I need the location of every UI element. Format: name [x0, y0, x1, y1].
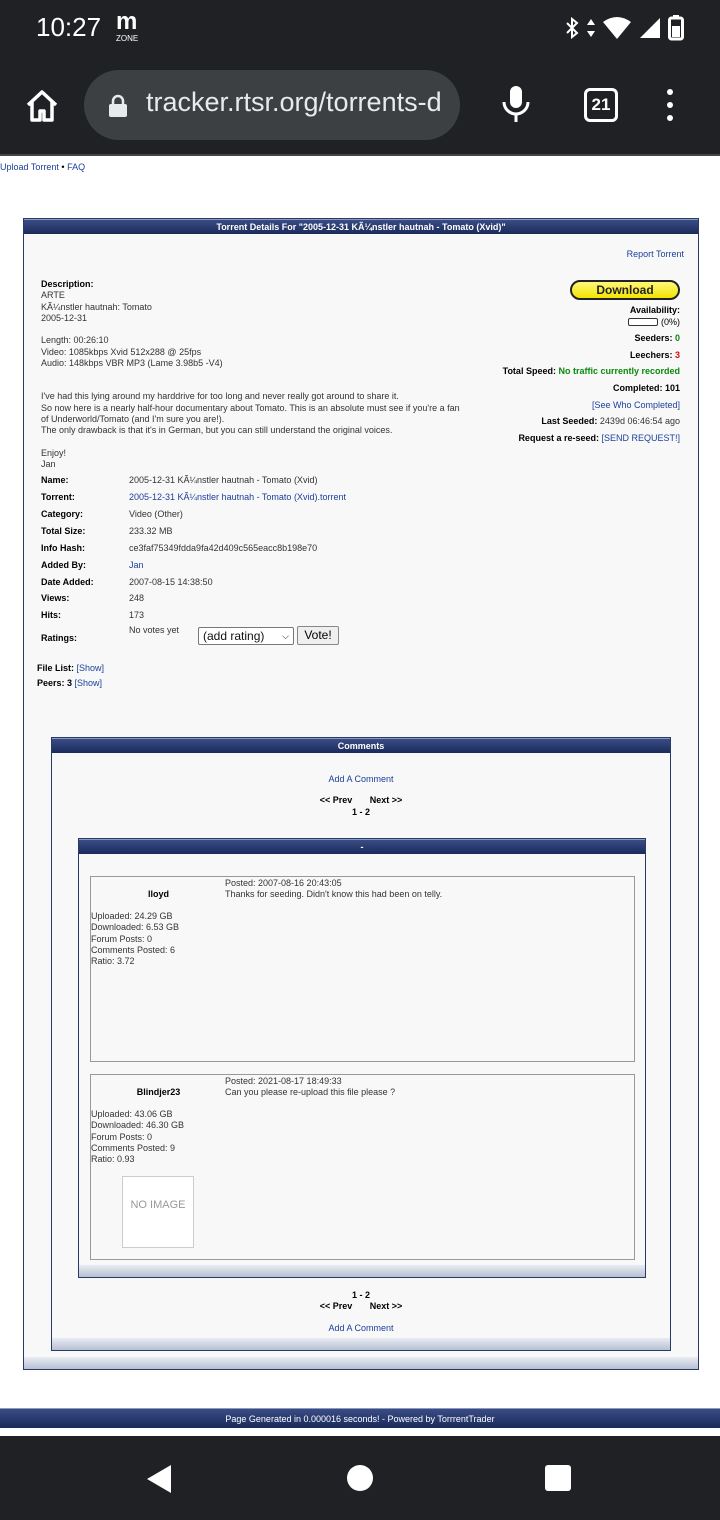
comment-body	[225, 1076, 395, 1099]
panel-footer-bar	[79, 1265, 645, 1277]
system-nav-bar	[0, 1436, 720, 1520]
address-bar[interactable]	[84, 70, 460, 140]
recents-button[interactable]	[545, 1465, 571, 1491]
description-line: Video: 1085kbps Xvid 512x288 @ 25fps	[41, 346, 202, 357]
rating-select[interactable]: (add rating) ⌵	[198, 627, 294, 645]
comment-body	[225, 878, 442, 901]
comments-nav-top	[52, 774, 670, 818]
completed-label: Completed:	[612, 382, 663, 393]
home-nav-button[interactable]	[347, 1465, 373, 1491]
comments-nav-bottom	[52, 1290, 670, 1334]
upload-torrent-link[interactable]: Upload Torrent	[0, 162, 59, 172]
panel-header: Torrent Details For "2005-12-31 KÃ¼nstler hautnah - Tomato (Xvid)"	[24, 219, 698, 234]
battery-icon	[668, 15, 684, 41]
seeders-count: 0	[674, 333, 680, 344]
description-line: of Underworld/Tomato (and I'm sure you are!).	[41, 413, 225, 424]
last-seeded-value: 2439d 06:46:54 ago	[599, 416, 680, 427]
data-arrows-icon	[586, 16, 596, 40]
comment-username[interactable]: Blindjer23	[136, 1087, 181, 1097]
comment-text: Thanks for seeding. Didn't know this had been on telly.	[225, 889, 443, 900]
description-line: The only drawback is that it's in German, but you can still understand the original voices.	[41, 425, 393, 436]
clock: 10:27	[36, 12, 102, 42]
availability-label: Availability:	[629, 305, 680, 315]
browser-toolbar	[0, 56, 720, 154]
signal-icon	[638, 16, 662, 40]
availability-value: (0%)	[660, 316, 680, 327]
description-line: Length: 00:26:10	[41, 335, 109, 346]
torrent-stats	[380, 305, 680, 449]
seeders-label: Seeders:	[634, 333, 673, 344]
lock-icon	[108, 94, 128, 118]
home-icon	[22, 86, 62, 126]
download-button[interactable]: Download	[570, 280, 680, 300]
vote-button[interactable]: Vote!	[297, 626, 339, 645]
description-line: ARTE	[41, 290, 65, 301]
file-list-label: File List:	[37, 663, 75, 673]
torrent-details-panel: Torrent Details For "2005-12-31 KÃ¼nstler hautnah - Tomato (Xvid)" Report Torrent Description: ARTE KÃ¼nstler hautnah: Tomato 2005-12-31 Length: 00:26:10 Video: 1085kbps Xvid 512x288 @ 25fps Audio: 148kbps VBR MP3 (Lame 3.98b5 -V4) I've had this lying around my harddrive for too long and never really got around to share it. So now here is a nearly half-hour documentary about Tomato. This is an absolute must see if you're a fan of Underworld/Tomato (and I'm sure you are!). The only drawback is that it's in German, but you can still understand the original voices. Enjoy! Jan Download Availability: (0%) Seeders: 0 Leechers: 3 Total Speed: No traffic currently recorded Completed: 101 [See Who Completed] Last Seeded: 2439d 06:46:54 ago Request a re-seed: [SEND REQUEST!] Name: 2005-12-31 KÃ¼nstler hautnah - Tomato (Xvid) Torrent: 2005-12-31 KÃ¼nstler hautnah - Tomato (Xvid).torrent Category: Video (Other) Total Size: 233.32 MB Info Hash: ce3faf75349fdda9fa42d409c565eacc8b198e70 Added By: Jan Date Added: 2007-08-15 14:38:50 Views: 248 Hits: 173 Ratings: No votes yet (add rating) ⌵ Vote! File List: [Show] Peers: 3 [Show] Comments Add A Comment << Prev Next >> 1 - 2 - lloyd Uploaded: 24.29 GB Downloaded: 6.53 GB Forum Posts: 0 Comments Posted: 6 Ratio: 3.72 Posted: 2007-08-16 20:43:05 Thanks for seeding. Didn't know this had been on telly. Blindjer23 Uploaded: 43.06 GB Downloaded: 46.30 GB Forum Posts: 0 Comments Posted: 9 Ratio: 0.93 Posted: 2021-08-17 18:49:33 Can you please re-upload this file please ? NO IMAGE 1 - 2 << Prev Next >> Add A Comment	[23, 218, 699, 1370]
see-who-completed-link[interactable]: [See Who Completed]	[591, 399, 680, 410]
page-footer: Page Generated in 0.000016 seconds! - Powered by TorrrentTrader	[0, 1408, 720, 1428]
comment-text: Can you please re-upload this file please ?	[225, 1087, 396, 1098]
report-torrent-link[interactable]: Report Torrent	[626, 249, 684, 259]
uploader-link[interactable]: Jan	[129, 560, 144, 570]
browser-menu-button[interactable]	[662, 86, 678, 126]
page-indicator: 1 - 2	[351, 806, 370, 817]
comment-date: Posted: 2021-08-17 18:49:33	[225, 1076, 342, 1086]
description-line: So now here is a nearly half-hour documentary about Tomato. This is an absolute must see if you're a fan	[41, 402, 460, 413]
next-page-link[interactable]: Next >>	[369, 1301, 403, 1312]
url-text: tracker.rtsr.org/torrents-d	[146, 87, 442, 117]
voice-search-button[interactable]	[500, 84, 532, 129]
comment-user-stats: Uploaded: 24.29 GB Downloaded: 6.53 GB Forum Posts: 0 Comments Posted: 6 Ratio: 3.72	[91, 911, 180, 967]
file-list-show-link[interactable]: [Show]	[76, 663, 105, 673]
comment-item	[90, 876, 635, 1062]
page-indicator: 1 - 2	[351, 1290, 370, 1300]
add-comment-link[interactable]: Add A Comment	[328, 1322, 394, 1333]
status-bar	[0, 0, 720, 56]
peers-show-link[interactable]: [Show]	[74, 678, 103, 688]
reseed-label: Request a re-seed:	[518, 432, 599, 443]
status-icons	[564, 14, 684, 42]
next-page-link[interactable]: Next >>	[369, 795, 403, 806]
description-line: Jan	[41, 459, 56, 470]
leechers-label: Leechers:	[629, 349, 673, 360]
description-line: KÃ¼nstler hautnah: Tomato	[41, 301, 152, 312]
comment-username[interactable]: lloyd	[147, 889, 169, 899]
comments-header: Comments	[52, 738, 670, 753]
last-seeded-label: Last Seeded:	[541, 416, 598, 427]
prev-page-link[interactable]: << Prev	[319, 1301, 353, 1312]
chevron-down-icon: ⌵	[282, 631, 289, 641]
description-heading: Description:	[41, 279, 94, 289]
bluetooth-icon	[564, 16, 580, 40]
top-links	[0, 162, 85, 172]
microphone-icon	[500, 84, 532, 124]
panel-footer-bar	[24, 1357, 698, 1369]
back-button[interactable]	[146, 1464, 172, 1494]
panel-footer-bar	[52, 1338, 670, 1350]
tab-switcher-button[interactable]: 21	[584, 88, 618, 122]
torrent-file-link[interactable]: 2005-12-31 KÃ¼nstler hautnah - Tomato (Xvid).torrent	[129, 492, 346, 502]
speed-value: No traffic currently recorded	[558, 366, 680, 377]
leechers-count: 3	[674, 349, 680, 360]
file-peers-section	[37, 663, 104, 689]
description-line: 2005-12-31	[41, 312, 88, 323]
comment-item	[90, 1074, 635, 1260]
wifi-icon	[602, 16, 632, 40]
comments-panel	[51, 737, 671, 1351]
comment-date: Posted: 2007-08-16 20:43:05	[225, 878, 342, 888]
availability-bar	[628, 318, 658, 326]
send-reseed-request-link[interactable]: [SEND REQUEST!]	[601, 432, 680, 443]
comments-list-panel	[78, 838, 646, 1278]
completed-count: 101	[664, 382, 680, 393]
comment-user-stats: Uploaded: 43.06 GB Downloaded: 46.30 GB Forum Posts: 0 Comments Posted: 9 Ratio: 0.93	[91, 1109, 185, 1165]
more-vert-icon	[667, 89, 673, 95]
carrier-logo: m ZONE	[116, 8, 139, 43]
prev-page-link[interactable]: << Prev	[319, 795, 353, 806]
faq-link[interactable]: FAQ	[67, 162, 86, 172]
description-line: Enjoy!	[41, 447, 67, 458]
speed-label: Total Speed:	[502, 366, 556, 377]
comments-list-header: -	[79, 839, 645, 854]
description-line: I've had this lying around my harddrive for too long and never really got around to share it.	[41, 391, 399, 402]
avatar: NO IMAGE	[122, 1176, 194, 1248]
link-separator: •	[61, 162, 65, 172]
peers-label: Peers: 3	[37, 678, 73, 688]
home-button[interactable]	[22, 86, 62, 126]
add-comment-link[interactable]: Add A Comment	[328, 774, 394, 784]
divider	[0, 154, 720, 156]
description-line: Audio: 148kbps VBR MP3 (Lame 3.98b5 -V4)	[41, 358, 223, 369]
